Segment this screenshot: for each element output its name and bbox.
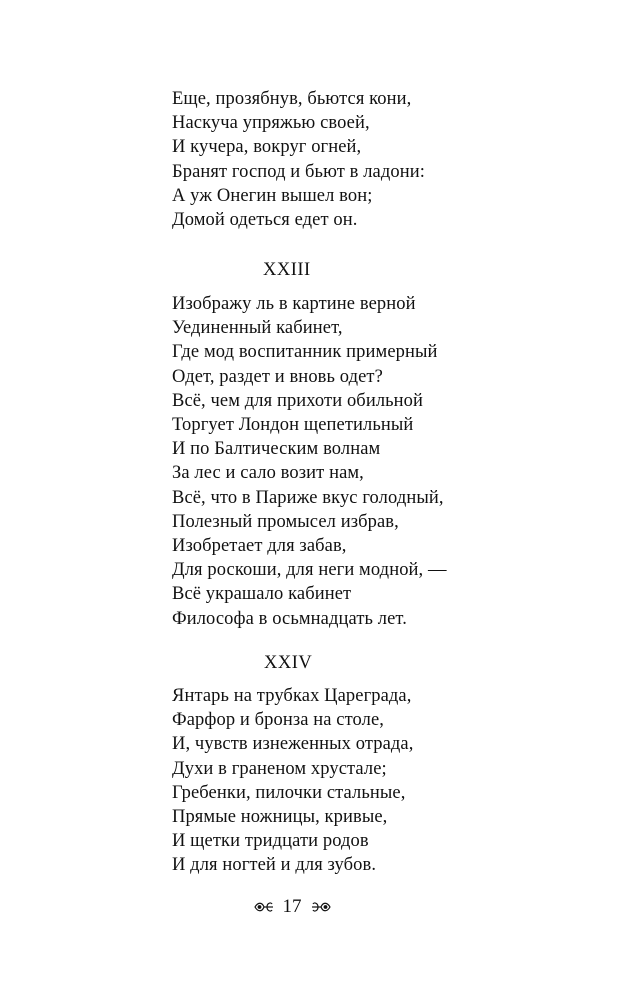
verse-line: Фарфор и бронза на столе, [172, 710, 385, 731]
verse-line: Духи в граненом хрустале; [172, 758, 387, 779]
verse-line: Прямые ножницы, кривые, [172, 807, 388, 828]
verse-line: Для роскоши, для неги модной, — [172, 560, 447, 581]
verse-line: Торгует Лондон щепетильный [172, 415, 414, 436]
verse-line: Изображу ль в картине верной [172, 294, 416, 314]
verse-line: Всё, что в Париже вкус голодный, [172, 487, 444, 508]
verse-line: Всё украшало кабинет [172, 584, 352, 605]
verse-line: Гребенки, пилочки стальные, [172, 782, 406, 803]
floral-ornament-icon [253, 898, 275, 916]
verse-line: И кучера, вокруг огней, [172, 137, 362, 158]
verse-line: Наскуча упряжью своей, [172, 113, 370, 134]
page-folio [0, 896, 584, 918]
stanza-heading-xxiv: XXIV [264, 653, 313, 673]
verse-line: Домой одеться едет он. [172, 210, 358, 231]
verse-line: И щетки тридцати родов [172, 831, 369, 852]
verse-line: Янтарь на трубках Цареграда, [172, 686, 412, 706]
stanza-heading-xxiii: XXIII [263, 260, 311, 280]
verse-line: За лес и сало возит нам, [172, 463, 364, 484]
verse-line: А уж Онегин вышел вон; [172, 185, 373, 206]
verse-line: Еще, прозябнув, бьются кони, [172, 89, 412, 109]
verse-line: Всё, чем для прихоти обильной [172, 390, 424, 411]
verse-line: Изобретает для забав, [172, 536, 347, 557]
verse-line: Полезный промысел избрав, [172, 511, 399, 532]
verse-line: Философа в осьмнадцать лет. [172, 608, 407, 629]
verse-line: Одет, раздет и вновь одет? [172, 366, 383, 387]
verse-line: Уединенный кабинет, [172, 318, 343, 339]
verse-line: Где мод воспитанник примерный [172, 342, 438, 363]
stanza-xxiv [172, 684, 413, 878]
verse-line: Бранят господ и бьют в ладони: [172, 161, 425, 182]
stanza-xxiii [172, 292, 447, 631]
verse-line: И по Балтическим волнам [172, 439, 381, 460]
stanza-xxii-ending [172, 87, 425, 232]
verse-line: И, чувств изнеженных отрада, [172, 734, 414, 755]
verse-line: И для ногтей и для зубов. [172, 855, 377, 876]
page-number: 17 [282, 896, 302, 917]
floral-ornament-icon [310, 898, 332, 916]
